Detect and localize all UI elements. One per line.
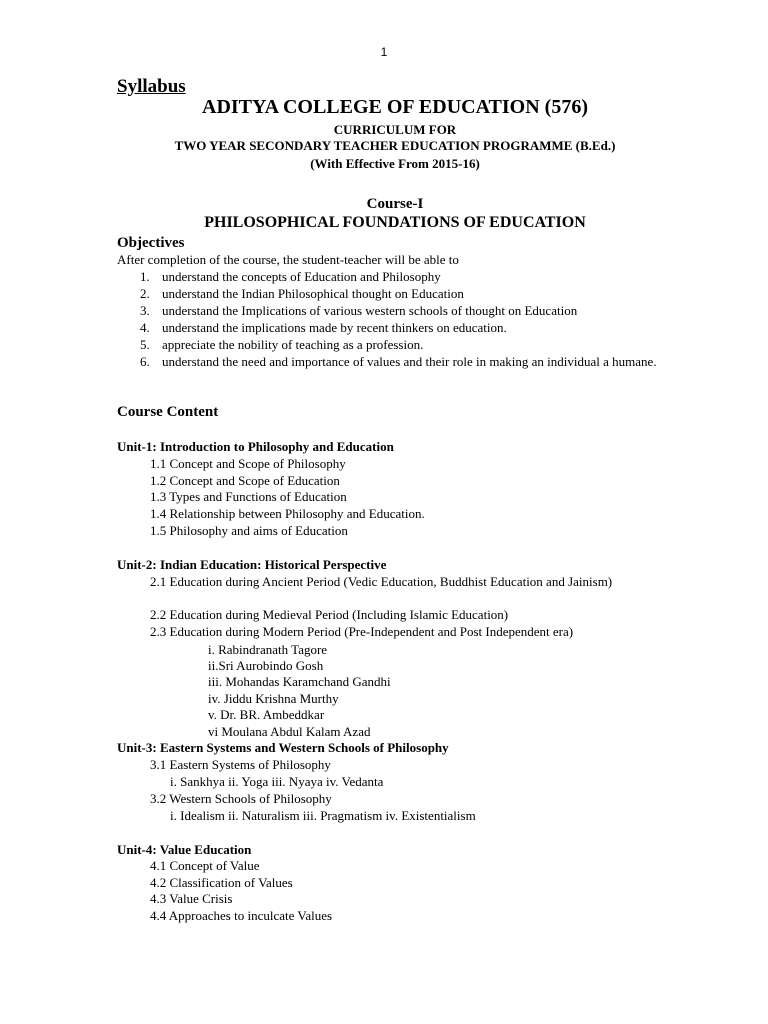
unit-2-item: 2.2 Education during Medieval Period (Including Islamic Education) [150, 607, 509, 622]
unit-2-item: 2.1 Education during Ancient Period (Vedic Education, Buddhist Education and Jainism) [150, 574, 613, 589]
item-number: 5. [140, 337, 150, 352]
unit-3-subheading: 3.1 Eastern Systems of Philosophy [150, 757, 331, 772]
unit-3-item: i. Idealism ii. Naturalism iii. Pragmatism iv. Existentialism [170, 808, 476, 823]
unit-1-title: Unit-1: Introduction to Philosophy and Education [117, 439, 394, 454]
thinker-item: iv. Jiddu Krishna Murthy [208, 691, 339, 706]
objectives-intro: After completion of the course, the student-teacher will be able to [117, 252, 459, 267]
list-item [117, 353, 677, 370]
thinker-item: vi Moulana Abdul Kalam Azad [208, 724, 371, 739]
effective-year: (With Effective From 2015-16) [310, 156, 480, 171]
unit-4-item: 4.1 Concept of Value [150, 858, 260, 873]
list-item [117, 302, 677, 319]
list-item [117, 285, 677, 302]
unit-4-title: Unit-4: Value Education [117, 842, 252, 857]
college-name: ADITYA COLLEGE OF EDUCATION (576) [202, 96, 588, 118]
list-item [117, 268, 677, 285]
item-text: understand the Indian Philosophical thought on Education [162, 286, 464, 301]
unit-1-item: 1.2 Concept and Scope of Education [150, 473, 340, 488]
programme-title: TWO YEAR SECONDARY TEACHER EDUCATION PROGRAMME (B.Ed.) [174, 138, 616, 153]
item-text: understand the concepts of Education and Philosophy [162, 269, 441, 284]
thinker-item: v. Dr. BR. Ambeddkar [208, 707, 325, 722]
course-label: Course-I [366, 196, 424, 212]
course-content-heading: Course Content [117, 404, 219, 420]
item-number: 2. [140, 286, 150, 301]
unit-2-title: Unit-2: Indian Education: Historical Perspective [117, 557, 387, 572]
unit-3-subheading: 3.2 Western Schools of Philosophy [150, 791, 332, 806]
page-number: 1 [380, 45, 388, 59]
list-item [117, 319, 677, 336]
item-text: understand the Implications of various western schools of thought on Education [162, 303, 578, 318]
list-item [117, 336, 677, 353]
curriculum-for: CURRICULUM FOR [333, 122, 457, 137]
course-title: PHILOSOPHICAL FOUNDATIONS OF EDUCATION [204, 214, 586, 231]
item-text: understand the need and importance of values and their role in making an individual a humane. [162, 354, 657, 369]
item-number: 4. [140, 320, 150, 335]
item-text: appreciate the nobility of teaching as a profession. [162, 337, 424, 352]
objectives-list [117, 268, 677, 370]
item-number: 3. [140, 303, 150, 318]
unit-2-item: 2.3 Education during Modern Period (Pre-Independent and Post Independent era) [150, 624, 574, 639]
item-number: 6. [140, 354, 150, 369]
thinker-item: ii.Sri Aurobindo Gosh [208, 658, 324, 673]
unit-1-item: 1.1 Concept and Scope of Philosophy [150, 456, 346, 471]
unit-3-item: i. Sankhya ii. Yoga iii. Nyaya iv. Vedanta [170, 774, 384, 789]
item-number: 1. [140, 269, 150, 284]
unit-4-item: 4.3 Value Crisis [150, 891, 233, 906]
unit-4-item: 4.2 Classification of Values [150, 875, 293, 890]
item-text: understand the implications made by recent thinkers on education. [162, 320, 507, 335]
thinker-item: iii. Mohandas Karamchand Gandhi [208, 674, 391, 689]
unit-4-item: 4.4 Approaches to inculcate Values [150, 908, 333, 923]
unit-1-item: 1.3 Types and Functions of Education [150, 489, 347, 504]
thinker-item: i. Rabindranath Tagore [208, 642, 328, 657]
objectives-heading: Objectives [117, 235, 185, 251]
syllabus-heading: Syllabus [117, 76, 186, 97]
unit-1-item: 1.5 Philosophy and aims of Education [150, 523, 348, 538]
unit-1-item: 1.4 Relationship between Philosophy and Education. [150, 506, 425, 521]
unit-3-title: Unit-3: Eastern Systems and Western Schools of Philosophy [117, 740, 449, 755]
